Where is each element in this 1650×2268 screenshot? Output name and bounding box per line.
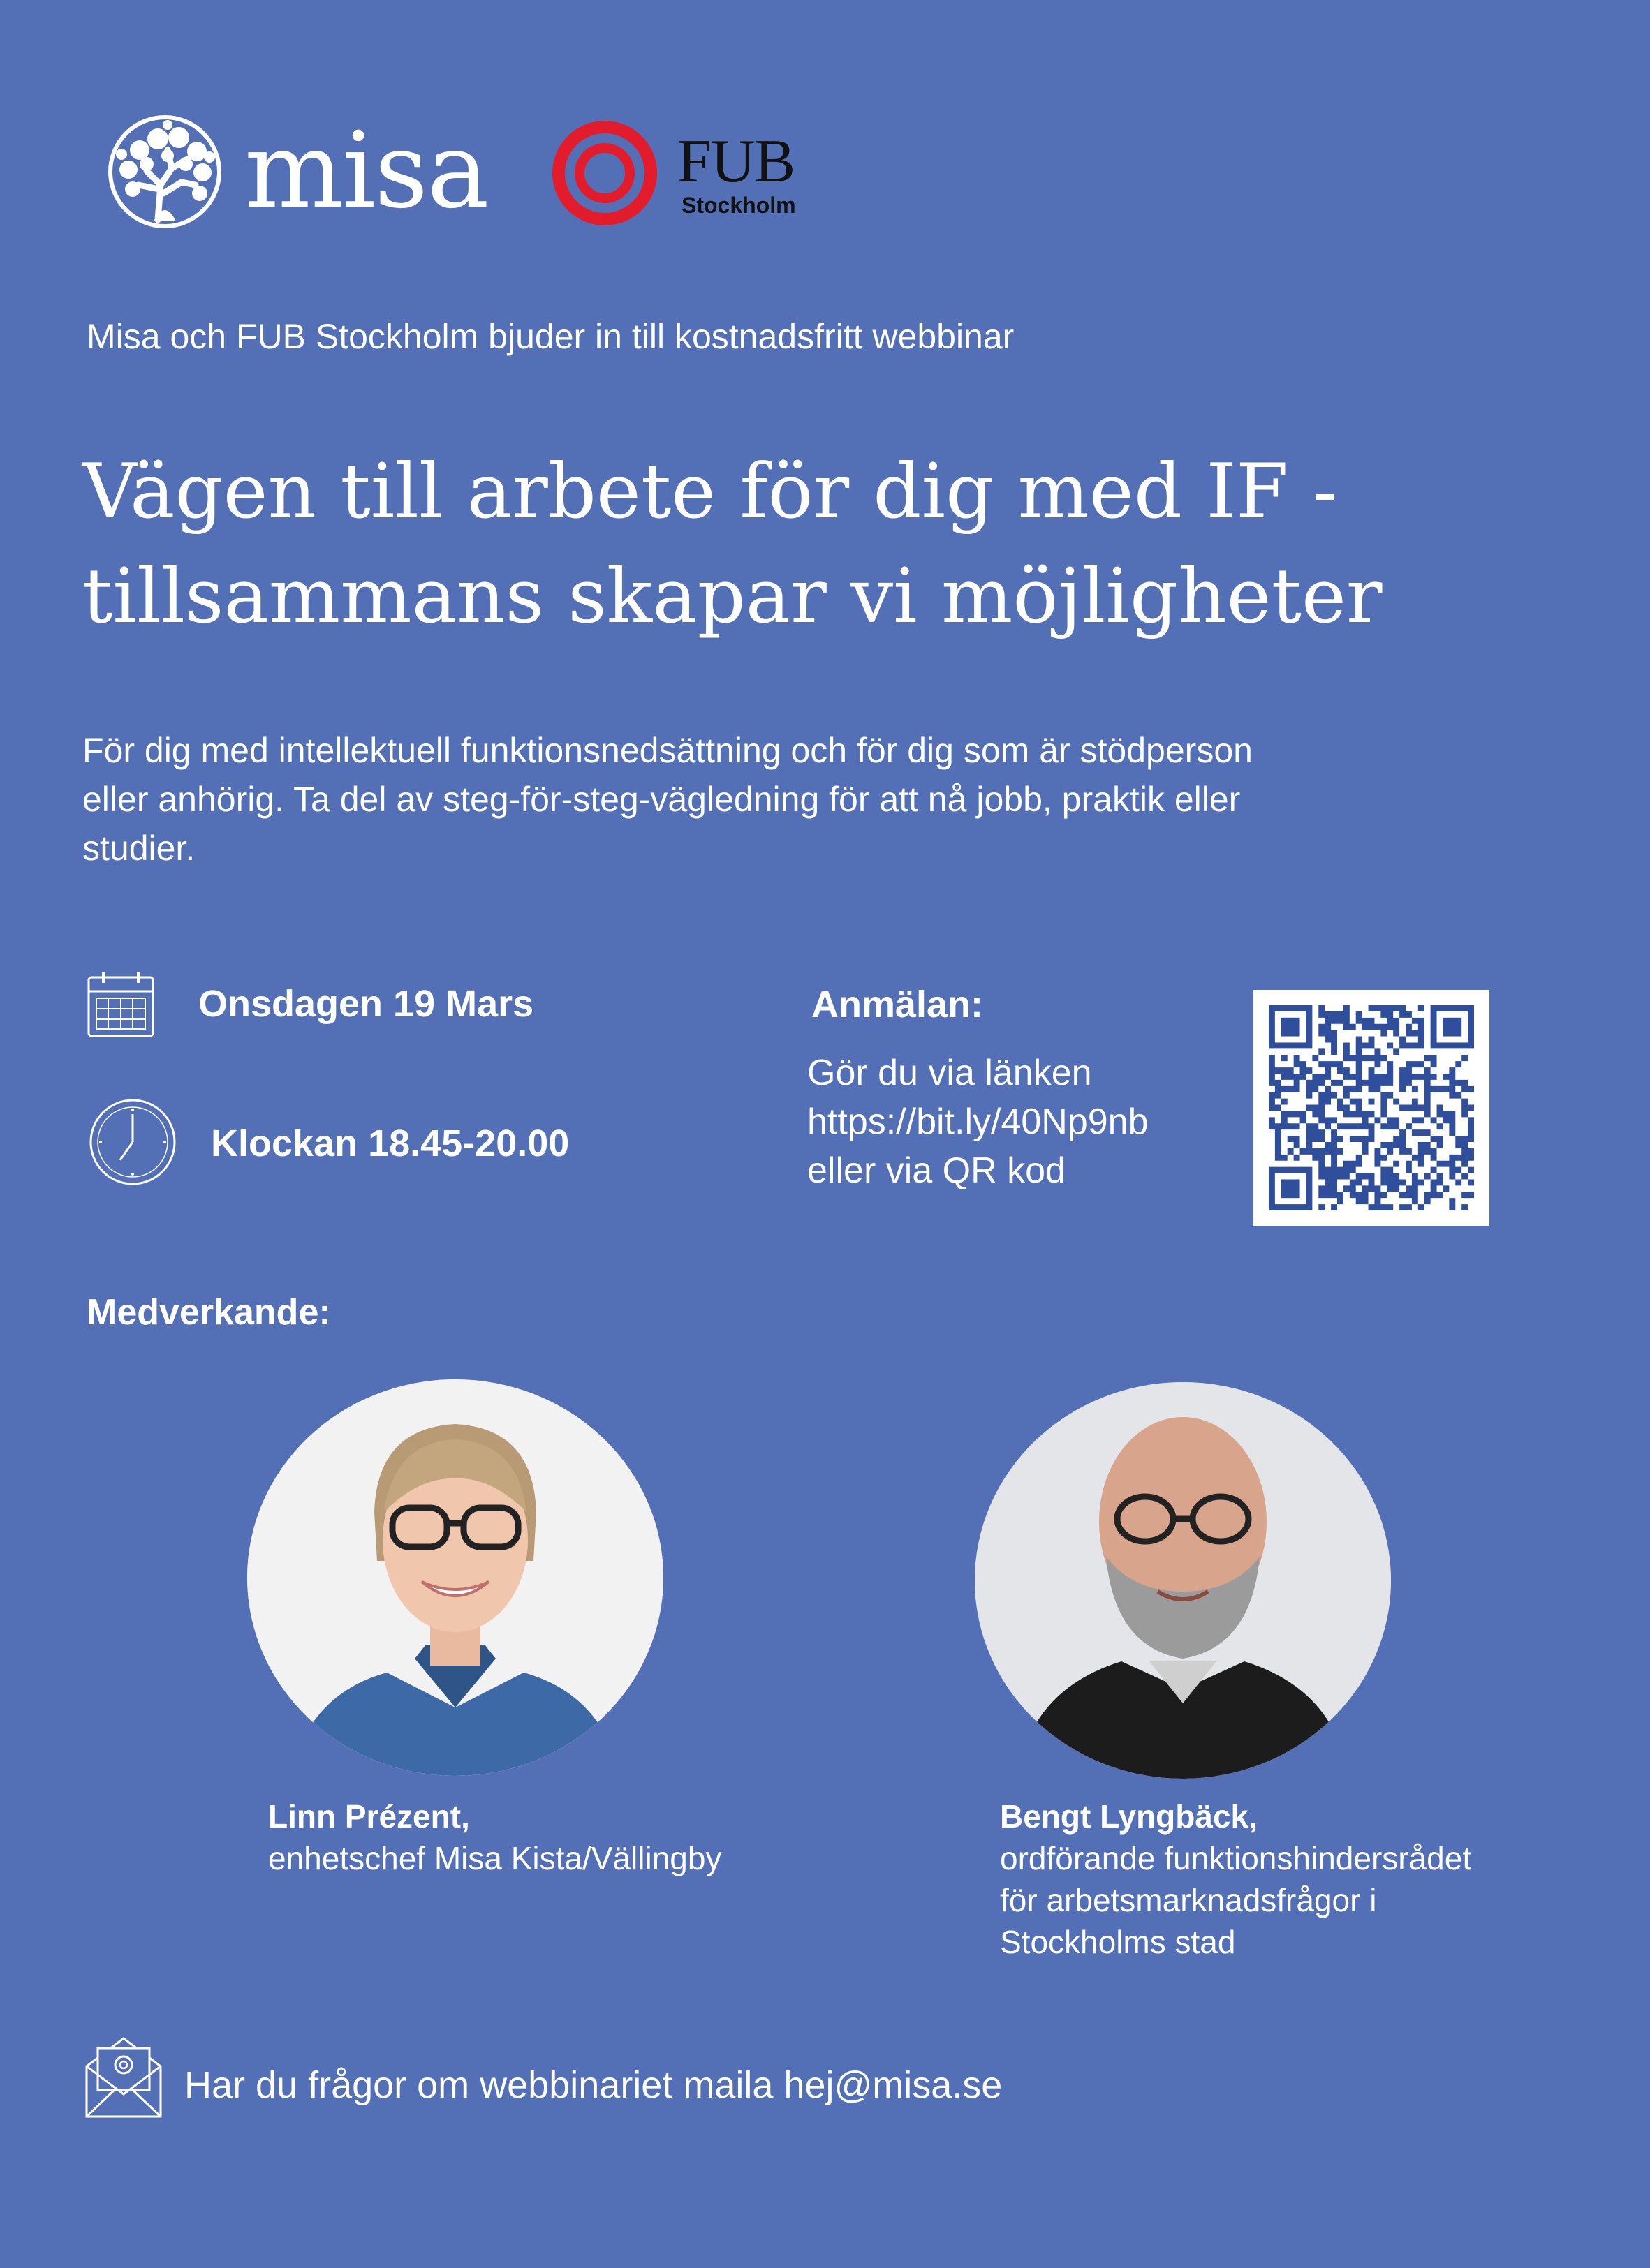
- speaker-role-2-line-3: Stockholms stad: [1000, 1924, 1236, 1960]
- registration-line-1: Gör du via länken: [807, 1053, 1092, 1093]
- speaker-role-2-line-1: ordförande funktionshindersrådet: [1000, 1840, 1472, 1876]
- registration-link[interactable]: https://bit.ly/40Np9nb: [807, 1102, 1149, 1142]
- registration-heading: Anmälan:: [811, 984, 984, 1025]
- invite-text: Misa och FUB Stockholm bjuder in till kostnadsfritt webbinar: [87, 317, 1015, 356]
- speaker-photo-2: [975, 1382, 1391, 1779]
- calendar-icon: [87, 970, 155, 1039]
- title-line-1: Vägen till arbete för dig med IF -: [82, 448, 1338, 535]
- speaker-role-1: [268, 1837, 721, 1879]
- speaker-name-1: Linn Prézent,: [268, 1798, 470, 1835]
- fub-subtext: Stockholm: [682, 193, 796, 218]
- speakers-heading: Medverkande:: [87, 1292, 331, 1333]
- fub-wordmark: FUB: [677, 128, 795, 195]
- misa-wordmark: misa: [244, 110, 488, 232]
- event-date: Onsdagen 19 Mars: [198, 983, 534, 1025]
- speaker-photo-1: [247, 1379, 663, 1776]
- speaker-role-2-line-2: för arbetsmarknadsfrågor i: [1000, 1882, 1377, 1918]
- speaker-role-1-line-1: enhetschef Misa Kista/Vällingby: [268, 1840, 722, 1876]
- contact-text: Har du frågor om webbinariet maila hej@misa.se: [184, 2064, 1003, 2106]
- page-title: [82, 440, 1584, 649]
- fub-logo: [552, 120, 831, 232]
- registration-line-3: eller via QR kod: [807, 1150, 1066, 1191]
- registration-text: [807, 1048, 1149, 1195]
- misa-logo: [98, 112, 489, 237]
- tree-icon: [98, 115, 232, 228]
- ring-icon: [552, 120, 658, 226]
- intro-line-3: studier.: [82, 829, 196, 868]
- intro-text: [82, 726, 1584, 873]
- event-time: Klockan 18.45-20.00: [211, 1122, 570, 1164]
- intro-line-2: eller anhörig. Ta del av steg-för-steg-vägledning för att nå jobb, praktik eller: [82, 780, 1241, 819]
- intro-line-1: För dig med intellektuell funktionsnedsättning och för dig som är stödperson: [82, 731, 1253, 770]
- email-icon: [84, 2030, 163, 2119]
- speaker-role-2: [1000, 1837, 1471, 1963]
- qr-code-graphic: [1253, 990, 1489, 1226]
- qr-code[interactable]: [1253, 990, 1489, 1226]
- title-line-2: tillsammans skapar vi möjligheter: [82, 553, 1383, 640]
- clock-icon: [88, 1097, 177, 1187]
- speaker-name-2: Bengt Lyngbäck,: [1000, 1798, 1258, 1835]
